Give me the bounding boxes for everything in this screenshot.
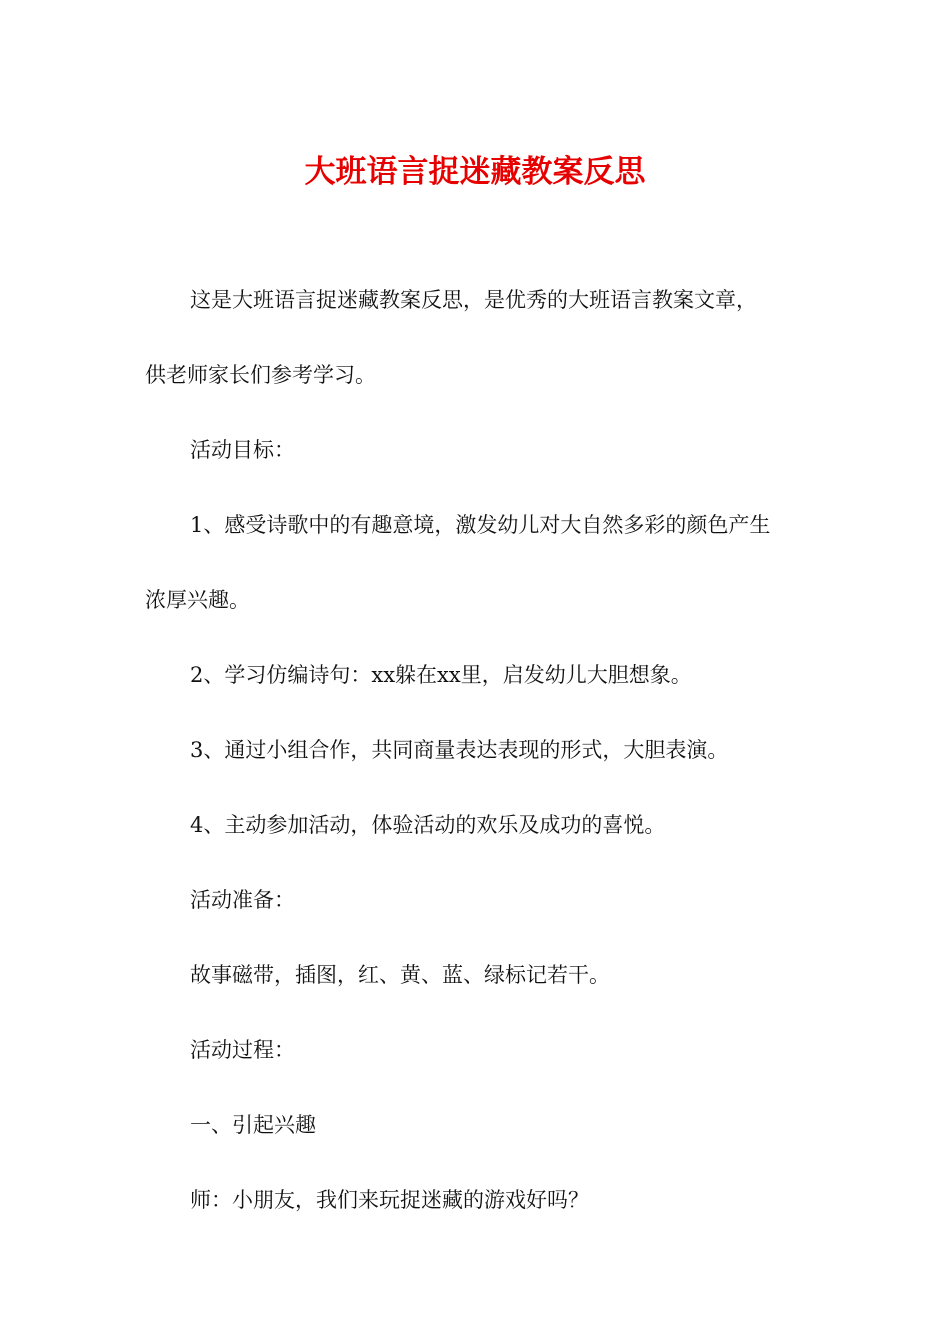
document-title: 大班语言捉迷藏教案反思 — [304, 154, 646, 190]
goal-item-3: 3、通过小组合作，共同商量表达表现的形式，大胆表演。 — [190, 738, 729, 762]
goal-item-1-line2: 浓厚兴趣。 — [145, 588, 250, 612]
process-step-1-dialogue: 师：小朋友，我们来玩捉迷藏的游戏好吗？ — [190, 1188, 589, 1212]
goal-item-2: 2、学习仿编诗句：xx躲在xx里，启发幼儿大胆想象。 — [190, 663, 692, 687]
paragraph-intro-line2: 供老师家长们参考学习。 — [145, 363, 376, 387]
section-heading-preparation: 活动准备： — [190, 888, 295, 912]
process-step-1-heading: 一、引起兴趣 — [190, 1113, 316, 1137]
goal-item-4: 4、主动参加活动，体验活动的欢乐及成功的喜悦。 — [190, 813, 666, 837]
goal-item-1-line1: 1、感受诗歌中的有趣意境，激发幼儿对大自然多彩的颜色产生 — [190, 513, 771, 537]
paragraph-intro-line1: 这是大班语言捉迷藏教案反思，是优秀的大班语言教案文章， — [190, 288, 757, 312]
section-heading-process: 活动过程： — [190, 1038, 295, 1062]
section-heading-goals: 活动目标： — [190, 438, 295, 462]
preparation-text: 故事磁带，插图，红、黄、蓝、绿标记若干。 — [190, 963, 610, 987]
